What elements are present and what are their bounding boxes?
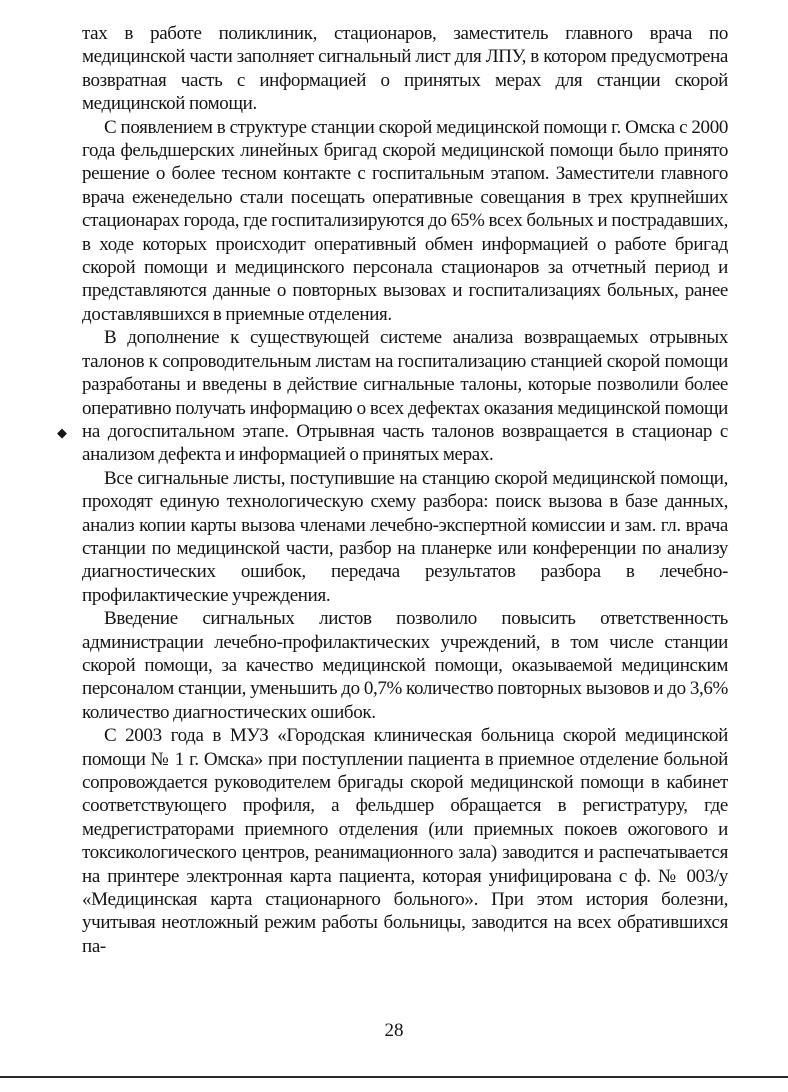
paragraph-6: С 2003 года в МУЗ «Городская клиническая больница скорой медицинской помощи № 1 г. Омска» при поступлении пациента в приемное отделение больной сопровождается руководителем бригады скорой медицинской помощи в кабинет соответствующего профиля, а фельдшер обращается в регистратуру, где медрегистраторами приемного отделения (или приемных покоев ожогового и токсикологического центров, реанимационного зала) заводится и распечатывается на принтере электронная карта пациента, которая унифицирована с ф. № 003/у «Медицинская карта стационарного больного». При этом история болезни, учитывая неотложный режим работы больницы, заводится на всех обратившихся па-	[82, 725, 728, 957]
paragraph-4: Все сигнальные листы, поступившие на станцию скорой медицинской помощи, проходят единую технологическую схему разбора: поиск вызова в базе данных, анализ копии карты вызова членами лечебно-экспертной комиссии и зам. гл. врача станции по медицинской части, разбор на планерке или конференции по анализу диагностических ошибок, передача результатов разбора в лечебно-профилактические учреждения.	[82, 467, 728, 606]
paragraph-3: В дополнение к существующей системе анализа возвращаемых отрывных талонов к сопроводительным листам на госпитализацию станцией скорой помощи разработаны и введены в действие сигнальные талоны, которые позволили более оперативно получать информацию о всех дефектах оказания медицинской помощи на догоспитальном этапе. Отрывная часть талонов возвращается в стационар с анализом дефекта и информацией о принятых мерах.	[82, 327, 728, 466]
paragraph-2: С появлением в структуре станции скорой медицинской помощи г. Омска с 2000 года фельдшерских линейных бригад скорой медицинской помощи было принято решение о более тесном контакте с госпитальным этапом. Заместители главного врача еженедельно стали посещать оперативные совещания в трех крупнейших стационарах города, где госпитализируются до 65% всех больных и пострадавших, в ходе которых происходит оперативный обмен информацией о работе бригад скорой помощи и медицинского персонала стационаров за отчетный период и представляются данные о повторных вызовах и госпитализациях больных, ранее доставлявшихся в приемные отделения.	[82, 116, 728, 325]
paragraph-1: тах в работе поликлиник, стационаров, заместитель главного врача по медицинской части заполняет сигнальный лист для ЛПУ, в котором предусмотрена возвратная часть с информацией о принятых мерах для станции скорой медицинской помощи.	[82, 23, 728, 115]
page-number: 28	[384, 1020, 404, 1041]
bottom-divider	[0, 1076, 788, 1078]
margin-mark-icon: ◆	[57, 426, 67, 441]
paragraph-5: Введение сигнальных листов позволило повысить ответственность администрации лечебно-профилактических учреждений, в том числе станции скорой помощи, за качество медицинской помощи, оказываемой медицинским персоналом станции, уменьшить до 0,7% количество повторных вызовов и до 3,6% количество диагностических ошибок.	[82, 608, 728, 723]
body-text	[82, 22, 728, 958]
